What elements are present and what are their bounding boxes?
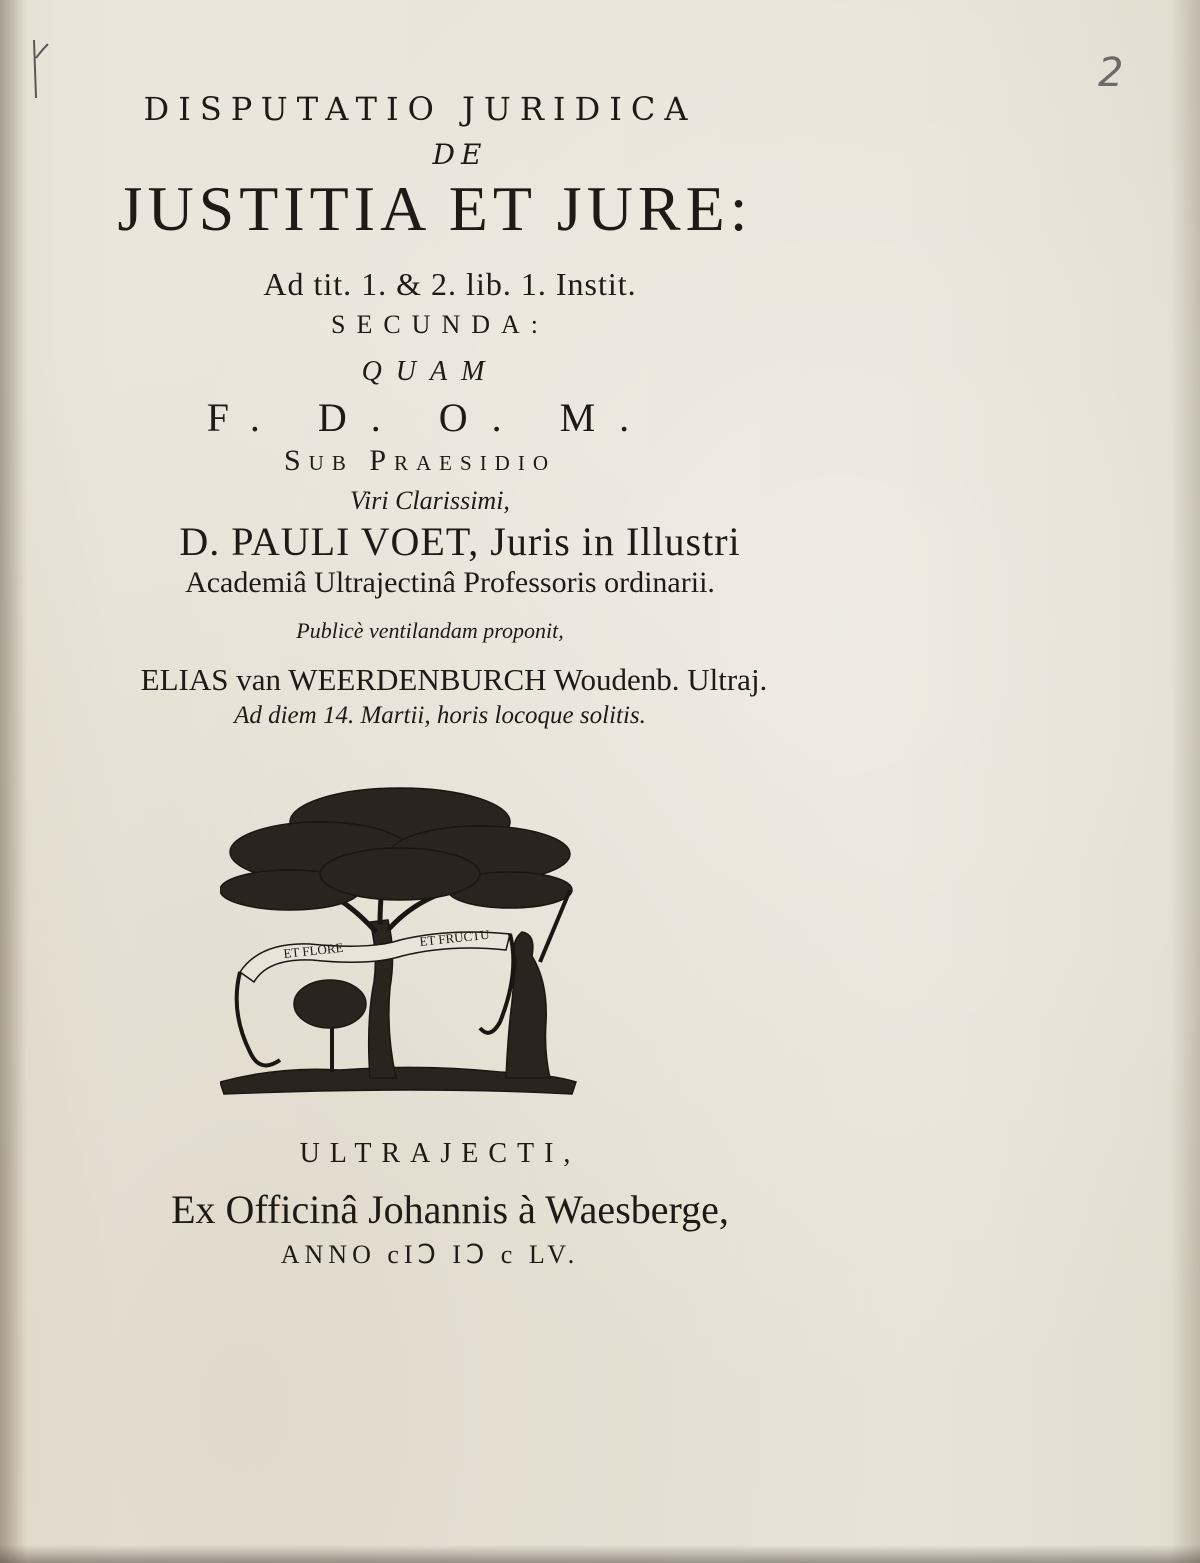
title-line-fdom: F. D. O. M. xyxy=(206,395,654,440)
title-line-publice: Publicè ventilandam proponit, xyxy=(296,618,564,643)
title-line-main: JUSTITIA ET JURE: xyxy=(117,173,753,244)
pencil-folio-number: 2 xyxy=(1098,50,1124,96)
page-bottom-edge xyxy=(0,1545,1200,1563)
title-line-quam: QUAM xyxy=(361,356,499,387)
title-line-academia: Academiâ Ultrajectinâ Professoris ordinarii. xyxy=(185,566,715,599)
imprint-year: ANNO cIↃ IↃ c LV. xyxy=(280,1240,580,1269)
title-line-de: DE xyxy=(432,138,488,171)
imprint-officina: Ex Officinâ Johannis à Waesberge, xyxy=(171,1187,729,1232)
title-line-disputatio: DISPUTATIO JURIDICA xyxy=(143,90,697,128)
title-line-praesidio: Sub Praesidio xyxy=(283,444,557,477)
title-line-secunda: SECUNDA: xyxy=(330,310,549,339)
title-line-respondent: ELIAS van WEERDENBURCH Woudenb. Ultraj. xyxy=(140,662,768,697)
title-line-reference: Ad tit. 1. & 2. lib. 1. Instit. xyxy=(263,266,637,302)
imprint-city: ULTRAJECTI, xyxy=(299,1138,581,1169)
motto-right: ET FRUCTU xyxy=(418,926,491,949)
title-line-voet: D. PAULI VOET, Juris in Illustri xyxy=(179,519,741,564)
title-line-viri: Viri Clarissimi, xyxy=(350,486,510,515)
motto-left: ET FLORE xyxy=(282,939,345,961)
tree-with-figure-woodcut-icon xyxy=(220,782,580,1100)
title-line-date: Ad diem 14. Martii, horis locoque solitis. xyxy=(234,702,646,729)
